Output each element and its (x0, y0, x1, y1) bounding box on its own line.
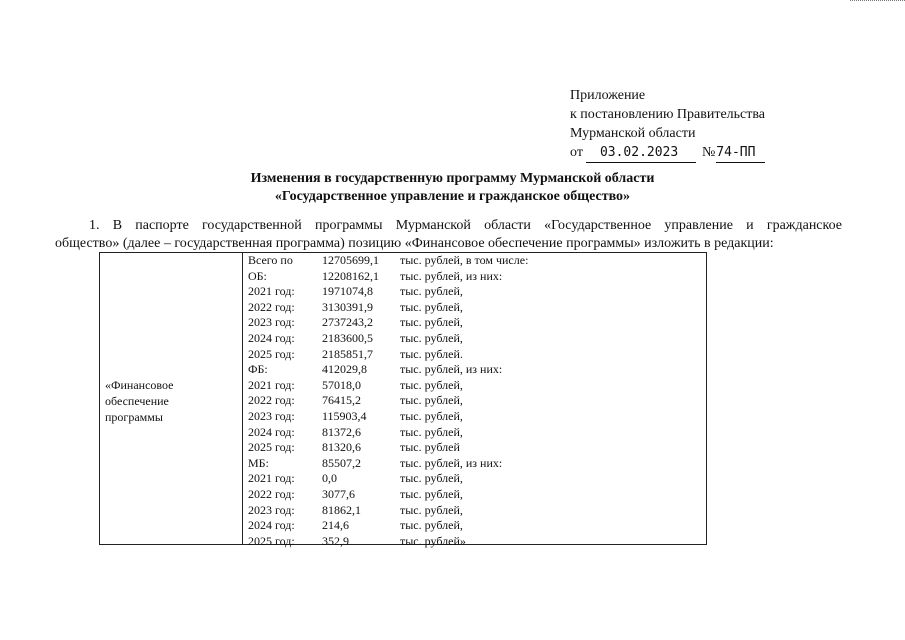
row-label: 2021 год: (248, 377, 295, 392)
row-value: 12208162,1 (322, 268, 379, 283)
row-value: 1971074,8 (322, 284, 373, 299)
financing-label-line: программы (105, 410, 163, 424)
number-sign: № (701, 145, 716, 160)
row-value: 3077,6 (322, 487, 355, 501)
document-date: 03.02.2023 (586, 143, 696, 163)
row-value: 12705699,1 (322, 253, 379, 267)
row-label: МБ: (248, 455, 269, 470)
row-value: 2183600,5 (322, 331, 373, 345)
row-label: 2021 год: (248, 284, 295, 299)
row-value: 2185851,7 (322, 346, 373, 361)
row-unit: тыс. рублей, в том числе: (400, 253, 529, 267)
row-label: 2022 год: (248, 393, 295, 408)
row-label: 2025 год: (248, 346, 295, 361)
document-number: 74-ПП (716, 143, 765, 163)
row-unit: тыс. рублей, (400, 299, 463, 314)
row-unit: тыс. рублей, (400, 409, 463, 423)
row-label: 2024 год: (248, 518, 295, 533)
appendix-block (570, 86, 765, 163)
row-value: 57018,0 (322, 377, 361, 392)
appendix-date-line (570, 143, 765, 163)
row-label: 2023 год: (248, 315, 295, 330)
row-unit: тыс. рублей, из них: (400, 455, 503, 470)
row-unit: тыс. рублей, (400, 518, 463, 533)
row-label: 2023 год: (248, 409, 295, 423)
row-value: 412029,8 (322, 362, 367, 377)
row-label: 2025 год: (248, 440, 295, 455)
row-label: 2022 год: (248, 299, 295, 314)
financing-label-cell (100, 253, 243, 544)
row-value: 115903,4 (322, 409, 367, 423)
appendix-line-3: Мурманской области (570, 126, 696, 141)
body-paragraph (55, 217, 842, 253)
document-title-line-2: «Государственное управление и гражданское общество» (274, 189, 631, 204)
row-unit: тыс. рублей, (400, 502, 463, 517)
row-label: ОБ: (248, 268, 267, 283)
row-label: ФБ: (248, 362, 268, 377)
row-label: Всего по (248, 253, 293, 267)
paragraph-line-2: общество» (далее – государственная программа) позицию «Финансовое обеспечение программы» изложить в редакции: (55, 236, 774, 251)
appendix-line-2: к постановлению Правительства (570, 107, 766, 122)
row-unit: тыс. рублей, (400, 284, 463, 299)
row-value: 2737243,2 (322, 315, 373, 330)
row-value: 81372,6 (322, 424, 361, 439)
scan-corner-mark (850, 0, 905, 3)
row-label: 2021 год: (248, 471, 295, 486)
row-unit: тыс. рублей (400, 440, 460, 455)
row-value: 81320,6 (322, 440, 361, 455)
row-value: 85507,2 (322, 455, 361, 470)
financing-label (105, 377, 173, 425)
row-value: 81862,1 (322, 502, 361, 517)
row-value: 214,6 (322, 518, 349, 533)
row-value: 3130391,9 (322, 299, 373, 314)
financing-label-line: обеспечение (105, 394, 169, 408)
row-value: 76415,2 (322, 393, 361, 408)
row-unit: тыс. рублей, (400, 471, 463, 486)
date-prefix: от (570, 145, 583, 160)
paragraph-line-1: 1. В паспорте государственной программы Мурманской области «Государственное управление и гражданское (89, 218, 842, 233)
row-label: 2024 год: (248, 424, 295, 439)
row-unit: тыс. рублей. (400, 346, 463, 361)
row-unit: тыс. рублей, (400, 487, 463, 501)
appendix-line-1: Приложение (570, 88, 646, 103)
row-value: 352,9 (322, 533, 349, 548)
row-label: 2023 год: (248, 502, 295, 517)
row-unit: тыс. рублей, (400, 424, 463, 439)
document-title-line-1: Изменения в государственную программу Мурманской области (250, 171, 655, 186)
row-unit: тыс. рублей, из них: (400, 362, 503, 377)
row-unit: тыс. рублей, (400, 331, 463, 345)
row-label: 2022 год: (248, 487, 295, 501)
financing-table (99, 252, 707, 548)
row-unit: тыс. рублей, (400, 377, 463, 392)
row-value: 0,0 (322, 471, 337, 486)
financing-label-line: «Финансовое (105, 378, 174, 392)
row-unit: тыс. рублей, из них: (400, 268, 503, 283)
row-label: 2025 год: (248, 533, 295, 548)
row-label: 2024 год: (248, 331, 295, 345)
row-unit: тыс. рублей, (400, 393, 463, 408)
row-unit: тыс. рублей» (400, 533, 466, 548)
row-unit: тыс. рублей, (400, 315, 463, 330)
